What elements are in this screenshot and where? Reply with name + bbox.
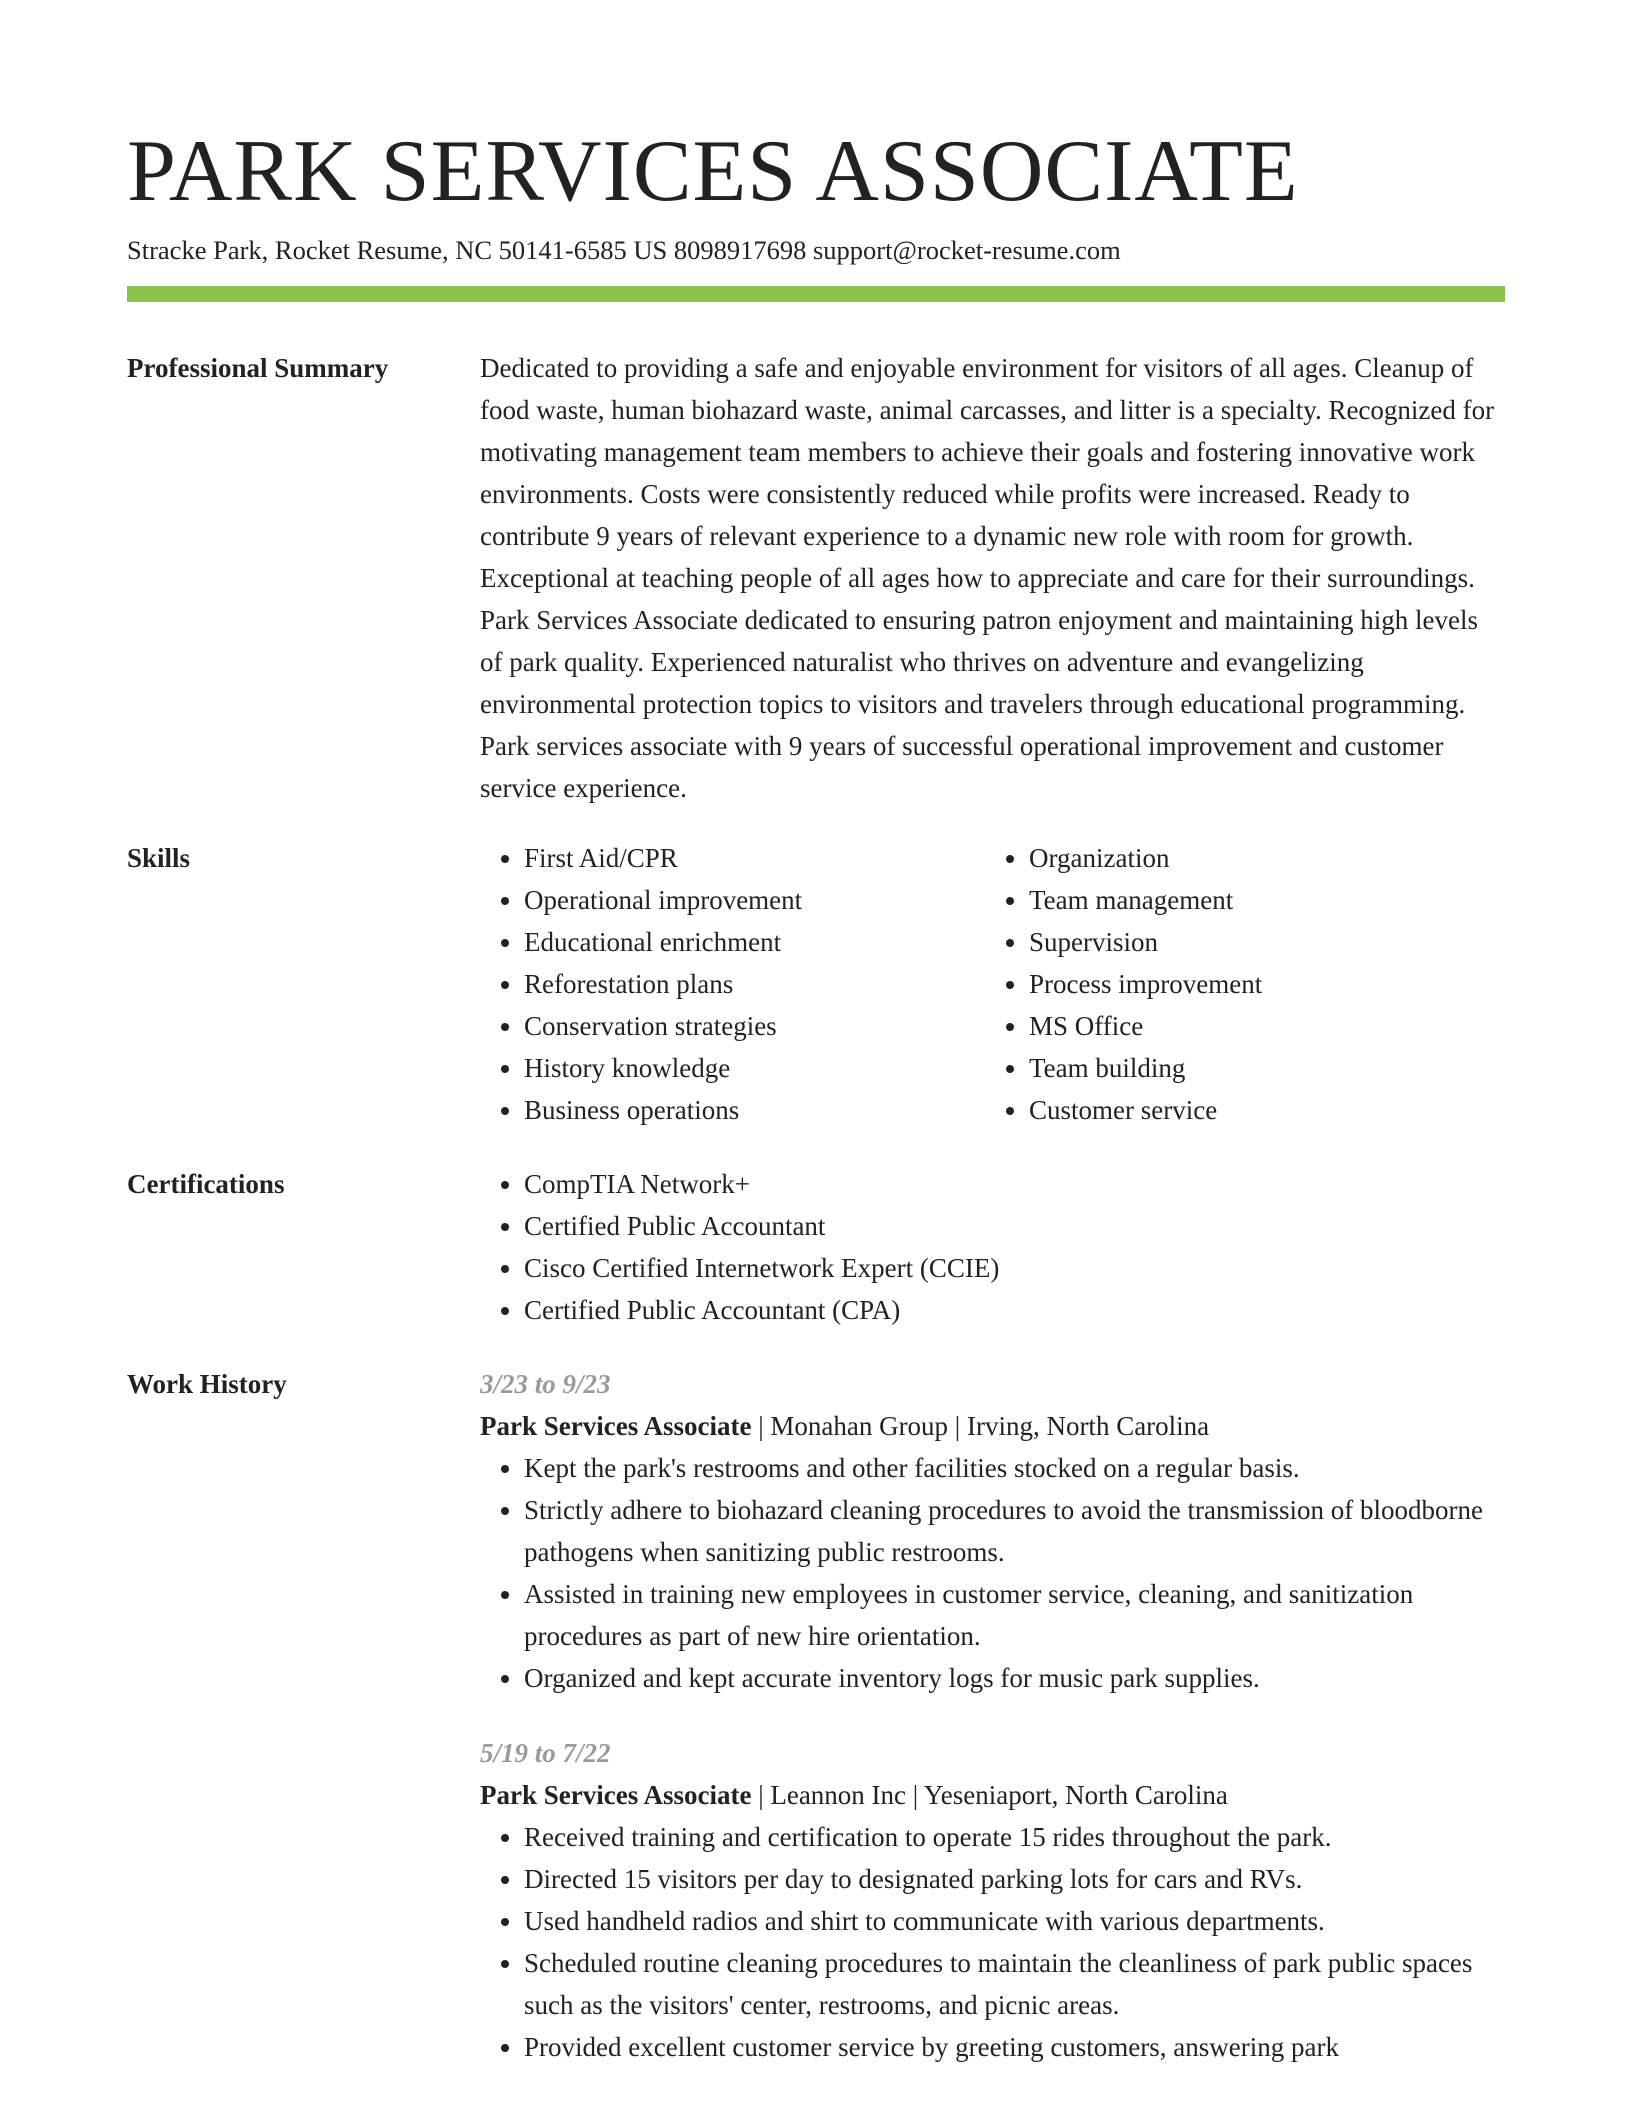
skill-item: • MS Office (1029, 1005, 1529, 1047)
job-duty: • Kept the park's restrooms and other facilities stocked on a regular basis. (524, 1447, 1505, 1489)
skill-item: • Conservation strategies (524, 1005, 1024, 1047)
skill-item: • Customer service (1029, 1089, 1529, 1131)
job-heading (480, 1405, 1505, 1447)
skill-item: • Operational improvement (524, 879, 1024, 921)
job-employer-location: | Monahan Group | Irving, North Carolina (751, 1411, 1210, 1441)
skills-list-right (985, 837, 1529, 1131)
skill-item: • Educational enrichment (524, 921, 1024, 963)
accent-divider (127, 286, 1505, 302)
summary-label: Professional Summary (127, 353, 389, 383)
skill-item: • Process improvement (1029, 963, 1529, 1005)
job-duty: • Provided excellent customer service by greeting customers, answering park (524, 2026, 1505, 2068)
summary-text: Dedicated to providing a safe and enjoyable environment for visitors of all ages. Cleanup of food waste, human biohazard waste, animal carcasses, and litter is a specialty. Recognized for motivating management team members to achieve their goals and fostering innovative work environments. Costs were consistently reduced while profits were increased. Ready to contribute 9 years of relevant experience to a dynamic new role with room for growth. Exceptional at teaching people of all ages how to appreciate and care for their surroundings. Park Services Associate dedicated to ensuring patron enjoyment and maintaining high levels of park quality. Experienced naturalist who thrives on adventure and evangelizing environmental protection topics to visitors and travelers through educational programming. Park services associate with 9 years of successful operational improvement and customer service experience. (480, 353, 1495, 803)
certifications-label: Certifications (127, 1169, 285, 1199)
certification-item: • Cisco Certified Internetwork Expert (CCIE) (524, 1247, 1505, 1289)
job-duty: • Assisted in training new employees in customer service, cleaning, and sanitization procedures as part of new hire orientation. (524, 1573, 1505, 1657)
job-duty: • Scheduled routine cleaning procedures to maintain the cleanliness of park public spaces such as the visitors' center, restrooms, and picnic areas. (524, 1942, 1505, 2026)
job-duty: • Strictly adhere to biohazard cleaning procedures to avoid the transmission of bloodborne pathogens when sanitizing public restrooms. (524, 1489, 1505, 1573)
certification-item: • Certified Public Accountant (CPA) (524, 1289, 1505, 1331)
skill-item: • Supervision (1029, 921, 1529, 963)
certifications-list (480, 1163, 1505, 1331)
job-entry (480, 1732, 1505, 2068)
job-duty: • Organized and kept accurate inventory logs for music park supplies. (524, 1657, 1505, 1699)
skill-item: • Team building (1029, 1047, 1529, 1089)
job-duty: • Used handheld radios and shirt to communicate with various departments. (524, 1900, 1505, 1942)
job-duties-list (480, 1816, 1505, 2068)
job-dates: 5/19 to 7/22 (480, 1738, 611, 1768)
certification-item: • Certified Public Accountant (524, 1205, 1505, 1247)
skill-item: • History knowledge (524, 1047, 1024, 1089)
skill-item: • Organization (1029, 837, 1529, 879)
job-title: Park Services Associate (480, 1780, 752, 1810)
job-employer-location: | Leannon Inc | Yeseniaport, North Carolina (751, 1780, 1228, 1810)
contact-line: Stracke Park, Rocket Resume, NC 50141-6585 US 8098917698 support@rocket-resume.com (127, 235, 1121, 265)
resume-title: PARK SERVICES ASSOCIATE (127, 123, 1299, 220)
skills-label: Skills (127, 843, 191, 873)
job-heading (480, 1774, 1505, 1816)
job-entry (480, 1363, 1505, 1699)
skill-item: • Reforestation plans (524, 963, 1024, 1005)
job-duty: • Directed 15 visitors per day to designated parking lots for cars and RVs. (524, 1858, 1505, 1900)
skill-item: • First Aid/CPR (524, 837, 1024, 879)
skills-list-left (480, 837, 1024, 1131)
job-duties-list (480, 1447, 1505, 1699)
job-duty: • Received training and certification to operate 15 rides throughout the park. (524, 1816, 1505, 1858)
job-dates: 3/23 to 9/23 (480, 1369, 611, 1399)
skill-item: • Business operations (524, 1089, 1024, 1131)
work-history-label: Work History (127, 1369, 287, 1399)
certification-item: • CompTIA Network+ (524, 1163, 1505, 1205)
skill-item: • Team management (1029, 879, 1529, 921)
job-title: Park Services Associate (480, 1411, 752, 1441)
